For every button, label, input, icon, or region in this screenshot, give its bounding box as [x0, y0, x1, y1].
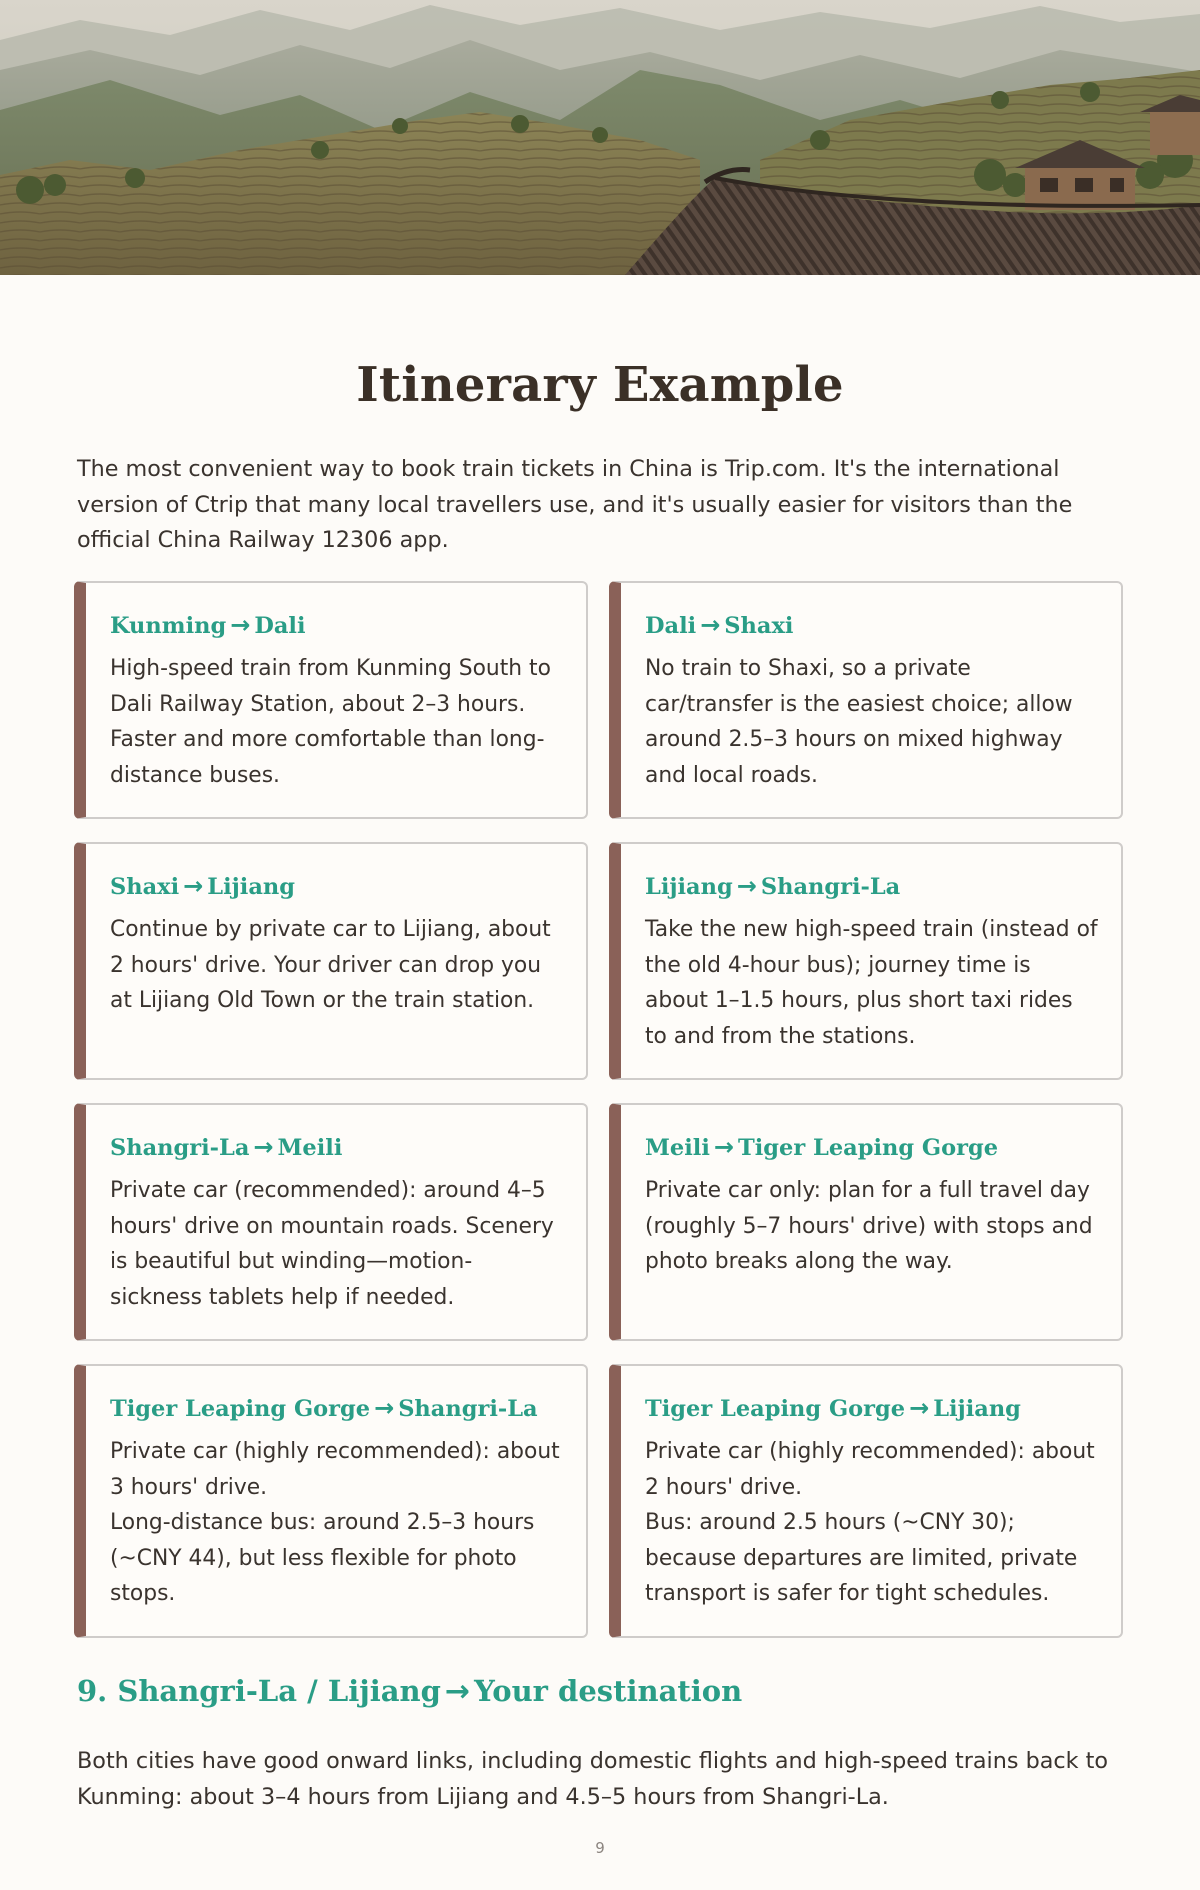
route-from: Shaxi	[110, 874, 180, 900]
route-card-title	[645, 869, 1099, 904]
route-to: Shaxi	[724, 613, 794, 639]
route-to: Lijiang	[933, 1396, 1021, 1422]
route-card	[609, 1103, 1123, 1341]
route-to: Meili	[277, 1135, 343, 1161]
route-description-line: Bus: around 2.5 hours (~CNY 30); because departures are limited, private transport is safer for tight schedules.	[645, 1510, 1078, 1606]
route-to: Lijiang	[207, 874, 295, 900]
route-cards-grid	[74, 581, 1123, 1638]
arrow-right-icon: →	[713, 1133, 734, 1161]
route-to: Shangri-La	[760, 874, 901, 900]
route-description-line: Private car (recommended): around 4–5 hours' drive on mountain roads. Scenery is beautiful but winding—motion-sickness tablets help if needed.	[110, 1178, 554, 1310]
route-card	[74, 1103, 588, 1341]
route-card-title	[110, 1391, 564, 1426]
route-to: Shangri-La	[398, 1396, 538, 1422]
route-description	[110, 1173, 564, 1315]
route-description-line: Continue by private car to Lijiang, about 2 hours' drive. Your driver can drop you at Lijiang Old Town or the train station.	[110, 917, 551, 1013]
route-card	[609, 581, 1123, 819]
route-card	[609, 842, 1123, 1080]
route-card-title	[645, 608, 1099, 643]
route-description-line: High-speed train from Kunming South to Dali Railway Station, about 2–3 hours. Faster and more comfortable than long-distance buses.	[110, 656, 551, 788]
route-card-title	[645, 1391, 1099, 1426]
route-card	[74, 581, 588, 819]
section-paragraph: Both cities have good onward links, including domestic flights and high-speed trains back to Kunming: about 3–4 hours from Lijiang and 4.5–5 hours from Shangri-La.	[77, 1748, 1109, 1810]
route-card-title	[645, 1130, 1099, 1165]
arrow-right-icon: →	[374, 1394, 395, 1422]
route-to: Tiger Leaping Gorge	[737, 1135, 999, 1161]
route-card	[74, 1364, 588, 1638]
route-from: Lijiang	[645, 874, 733, 900]
arrow-right-icon: →	[253, 1133, 274, 1161]
route-description	[645, 912, 1099, 1054]
arrow-right-icon: →	[736, 872, 757, 900]
route-description-line: Private car only: plan for a full travel day (roughly 5–7 hours' drive) with stops and photo breaks along the way.	[645, 1178, 1093, 1274]
route-description	[110, 912, 564, 1019]
route-from: Meili	[645, 1135, 710, 1161]
intro-paragraph: The most convenient way to book train tickets in China is Trip.com. It's the international version of Ctrip that many local travellers use, and it's usually easier for visitors than the official China Railway 12306 app.	[77, 456, 1073, 553]
section-title-from: 9. Shangri-La / Lijiang	[77, 1674, 441, 1708]
route-description-line: Take the new high-speed train (instead of the old 4-hour bus); journey time is about 1–1.5 hours, plus short taxi rides to and from the stations.	[645, 917, 1098, 1049]
route-from: Shangri-La	[110, 1135, 250, 1161]
route-description-line: Long-distance bus: around 2.5–3 hours (~CNY 44), but less flexible for photo stops.	[110, 1510, 535, 1606]
route-description	[645, 651, 1099, 793]
page-title: Itinerary Example	[356, 357, 844, 413]
route-from: Kunming	[110, 613, 227, 639]
arrow-right-icon: →	[183, 872, 204, 900]
hero-landscape-image	[0, 0, 1200, 275]
section-title-to: Your destination	[474, 1674, 743, 1708]
route-from: Tiger Leaping Gorge	[645, 1396, 906, 1422]
arrow-right-icon: →	[230, 611, 251, 639]
route-from: Dali	[645, 613, 697, 639]
page-number: 9	[595, 1839, 605, 1857]
route-card-title	[110, 869, 564, 904]
arrow-right-icon: →	[700, 611, 721, 639]
route-card-title	[110, 1130, 564, 1165]
route-to: Dali	[254, 613, 306, 639]
route-description	[110, 651, 564, 793]
route-description	[110, 1434, 564, 1612]
route-card	[74, 842, 588, 1080]
route-card	[609, 1364, 1123, 1638]
route-card-title	[110, 608, 564, 643]
route-from: Tiger Leaping Gorge	[110, 1396, 371, 1422]
arrow-right-icon: →	[444, 1674, 471, 1709]
route-description-line: Private car (highly recommended): about 3 hours' drive.	[110, 1439, 560, 1500]
route-description-line: Private car (highly recommended): about 2 hours' drive.	[645, 1439, 1095, 1500]
arrow-right-icon: →	[909, 1394, 930, 1422]
route-description	[645, 1173, 1099, 1280]
section-title	[77, 1669, 742, 1714]
route-description-line: No train to Shaxi, so a private car/transfer is the easiest choice; allow around 2.5–3 hours on mixed highway and local roads.	[645, 656, 1073, 788]
route-description	[645, 1434, 1099, 1612]
